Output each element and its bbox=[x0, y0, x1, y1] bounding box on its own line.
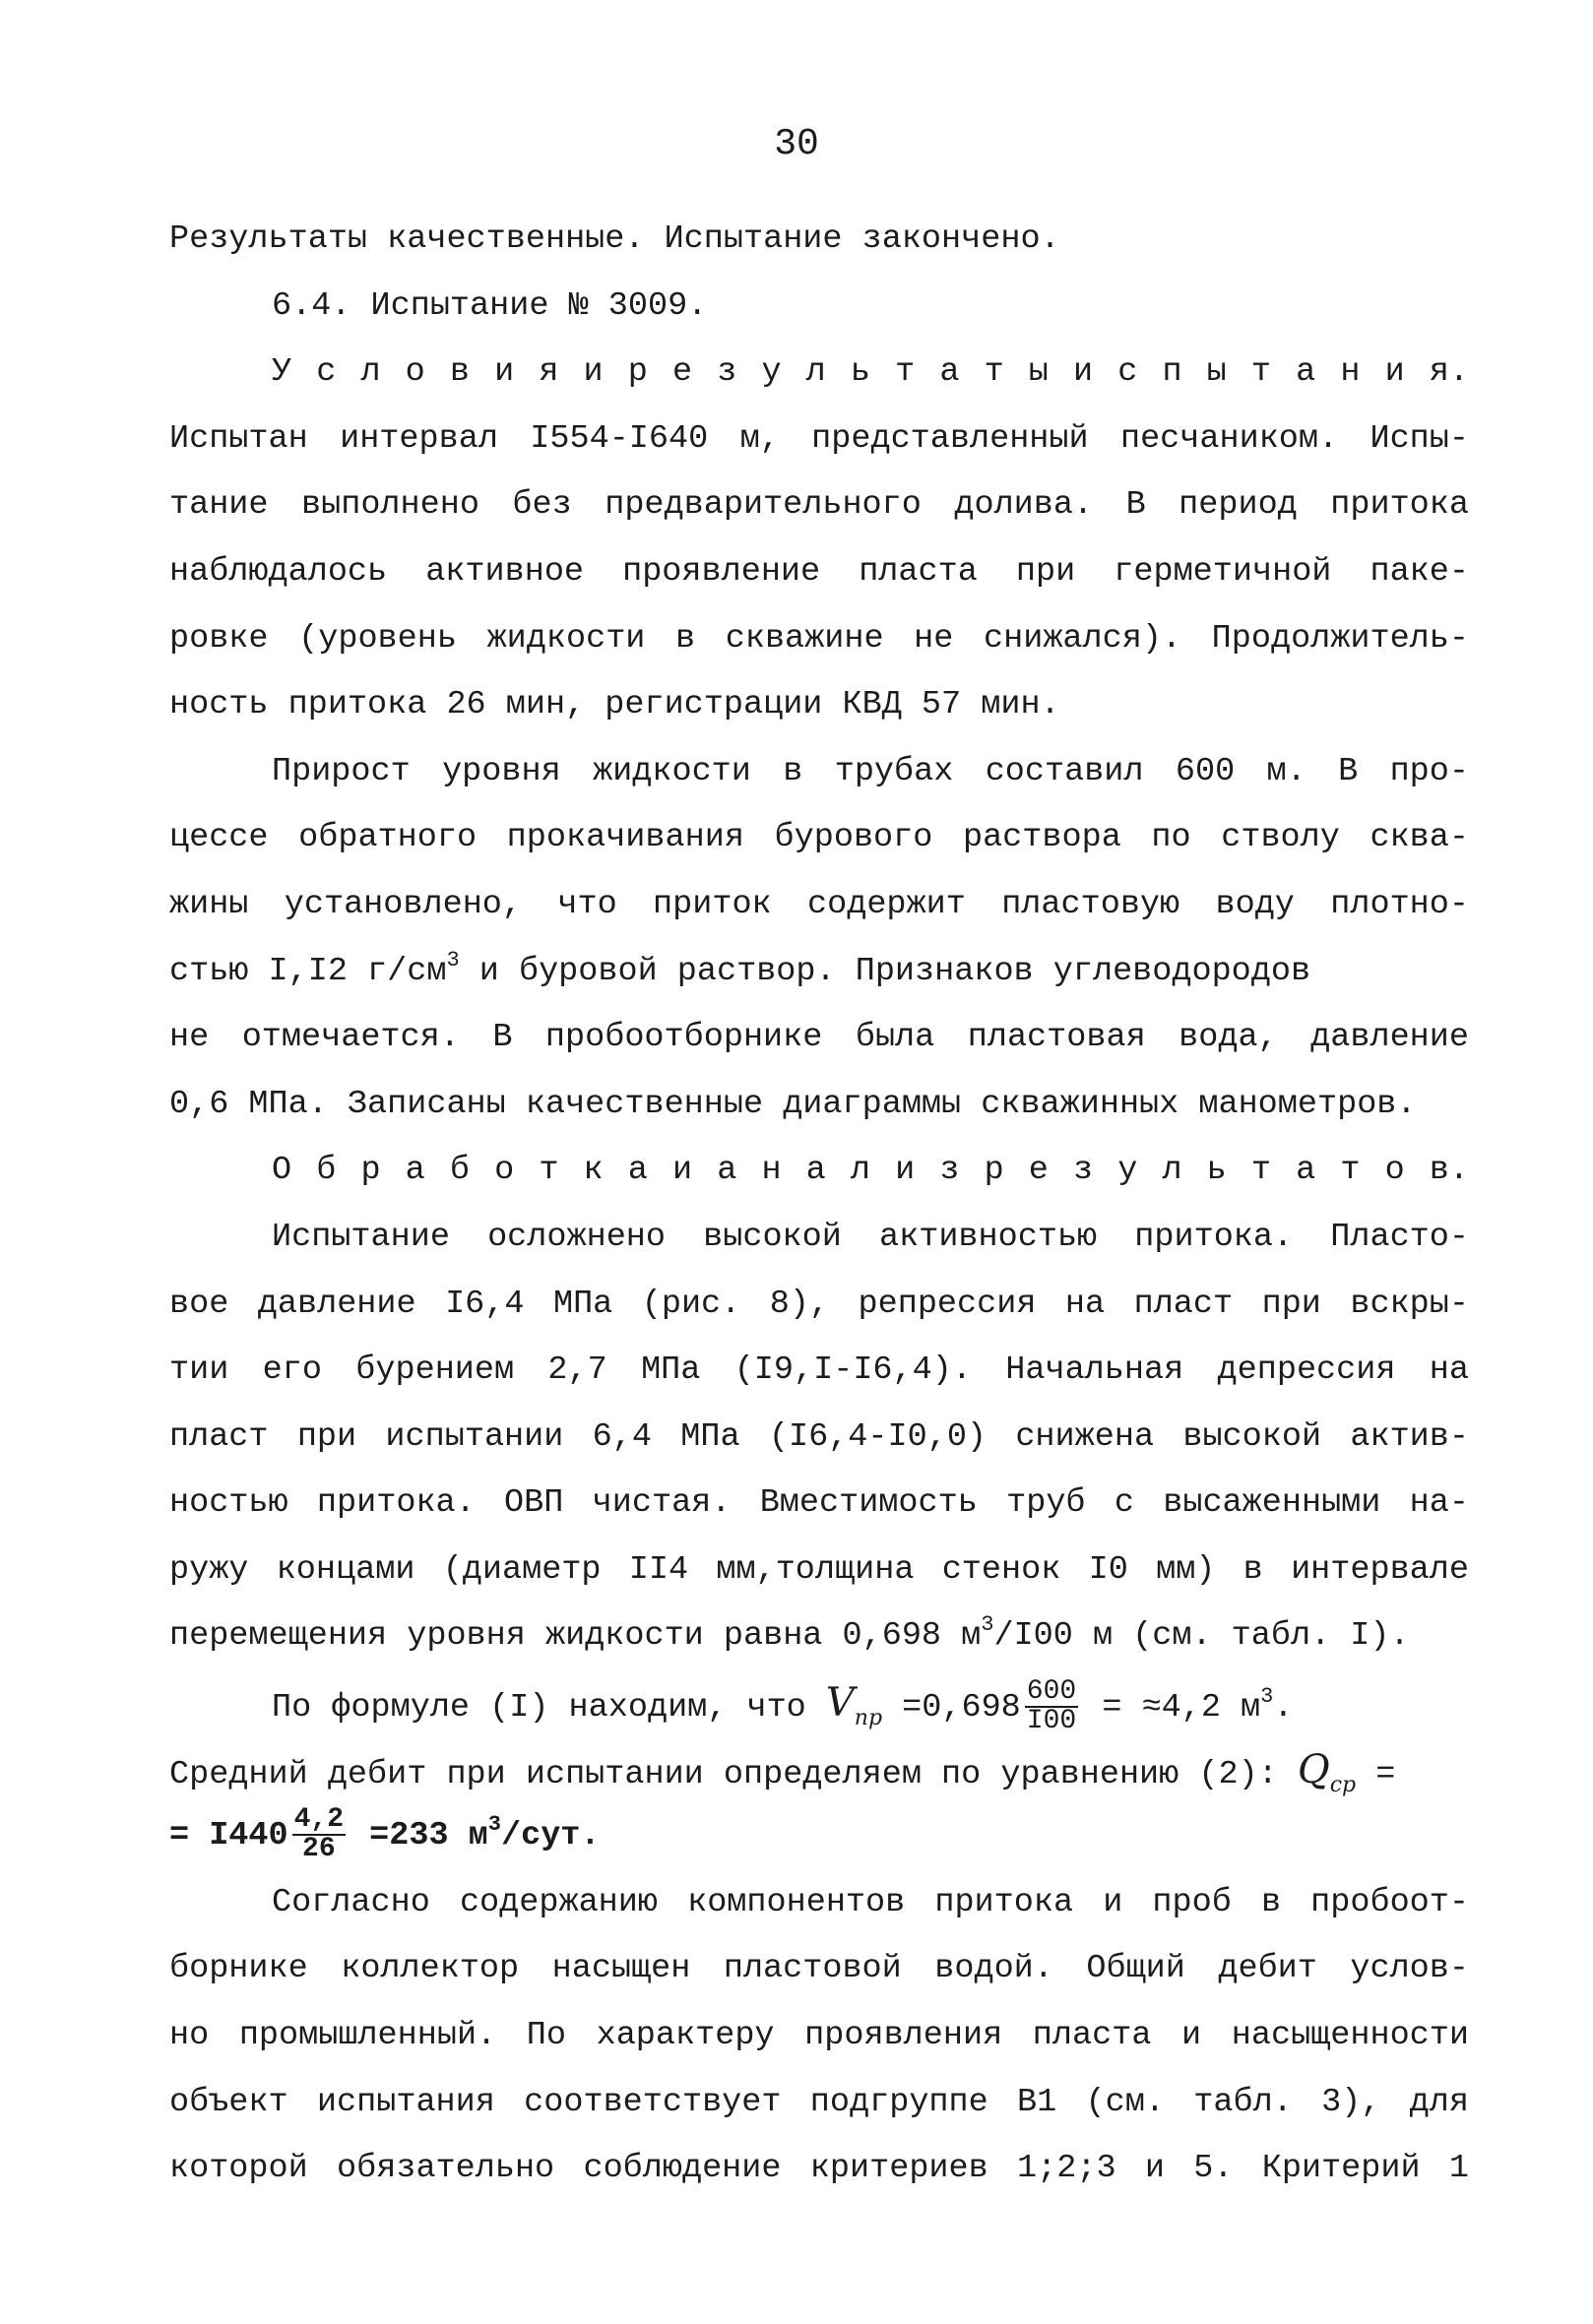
text-line: пласт при испытании 6,4 МПа (I6,4-I0,0) снижена высокой актив- bbox=[169, 1417, 1469, 1456]
formula-debit bbox=[169, 1803, 1469, 1870]
formula3-result: =233 м bbox=[350, 1817, 488, 1855]
text-line: ровке (уровень жидкости в скважине не снижался). Продолжитель- bbox=[169, 619, 1469, 658]
formula-debit-intro bbox=[169, 1737, 1469, 1804]
formula2-symbol bbox=[1297, 1746, 1357, 1797]
text-line: ностью притока. ОВП чистая. Вместимость труб с высаженными на- bbox=[169, 1484, 1469, 1523]
text-line: цессе обратного прокачивания бурового раствора по стволу сква- bbox=[169, 819, 1469, 857]
formula1-eq: =0,698 bbox=[882, 1689, 1021, 1727]
formula3-denominator: 26 bbox=[302, 1834, 336, 1865]
text-line: ружу концами (диаметр II4 мм,толщина стенок I0 мм) в интервале bbox=[169, 1550, 1469, 1589]
formula1-prefix: По формуле (I) находим, что bbox=[272, 1689, 826, 1727]
text-line: не отмечается. В пробоотборнике была пластовая вода, давление bbox=[169, 1019, 1469, 1057]
formula1-result: = ≈4,2 м bbox=[1082, 1689, 1261, 1727]
formula3-prefix: = I440 bbox=[169, 1817, 288, 1855]
text-line-volume bbox=[169, 1603, 1469, 1670]
page-number: 30 bbox=[774, 123, 819, 165]
text-line: тание выполнено без предварительного долива. В период притока bbox=[169, 486, 1469, 525]
density-before: стью I,I2 г/см bbox=[169, 952, 447, 990]
density-sup: 3 bbox=[446, 947, 460, 973]
text-line: тии его бурением 2,7 МПа (I9,I-I6,4). Начальная депрессия на bbox=[169, 1351, 1469, 1390]
formula3-fraction bbox=[292, 1806, 346, 1863]
text-line: Результаты качественные. Испытание закончено. bbox=[169, 220, 1060, 258]
text-line-density bbox=[169, 939, 1469, 1006]
subsection-heading-analysis: О б р а б о т к а и а н а л и з р е з у л ь т а т о в. bbox=[272, 1152, 1469, 1190]
volume-before: перемещения уровня жидкости равна 0,698 м bbox=[169, 1617, 982, 1656]
formula3-tail: /сут. bbox=[500, 1817, 601, 1855]
text-line: Испытание осложнено высокой активностью притока. Пласто- bbox=[272, 1218, 1469, 1256]
text-line: объект испытания соответствует подгруппе В1 (см. табл. 3), для bbox=[169, 2083, 1469, 2121]
text-line: Согласно содержанию компонентов притока и проб в пробоот- bbox=[272, 1883, 1469, 1921]
text-line: Испытан интервал I554-I640 м, представленный песчаником. Испы- bbox=[169, 419, 1469, 458]
text-line: ность притока 26 мин, регистрации КВД 57 мин. bbox=[169, 686, 1060, 724]
formula3-numerator: 4,2 bbox=[293, 1804, 345, 1836]
text-line: но промышленный. По характеру проявления пласта и насыщенности bbox=[169, 2017, 1469, 2055]
formula1-symbol bbox=[825, 1680, 883, 1731]
body-text bbox=[169, 207, 1469, 2203]
volume-sup: 3 bbox=[981, 1612, 994, 1638]
subsection-heading-conditions: У с л о в и я и р е з у л ь т а т ы и с п ы т а н и я. bbox=[272, 353, 1469, 392]
formula-volume bbox=[169, 1670, 1469, 1737]
formula2-tail: = bbox=[1356, 1755, 1396, 1793]
section-heading: 6.4. Испытание № 3009. bbox=[272, 286, 708, 325]
text-line: борнике коллектор насыщен пластовой водой. Общий дебит услов- bbox=[169, 1950, 1469, 1988]
text-line: вое давление I6,4 МПа (рис. 8), репрессия на пласт при вскры- bbox=[169, 1285, 1469, 1323]
formula1-numerator: 600 bbox=[1026, 1676, 1077, 1708]
text-line: Прирост уровня жидкости в трубах составил 600 м. В про- bbox=[272, 752, 1469, 790]
text-line: 0,6 МПа. Записаны качественные диаграммы скважинных манометров. bbox=[169, 1085, 1417, 1123]
formula1-sup: 3 bbox=[1260, 1684, 1274, 1710]
formula2-text: Средний дебит при испытании определяем по уравнению (2): bbox=[169, 1755, 1298, 1793]
formula2-subscript: ср bbox=[1329, 1772, 1357, 1797]
formula1-denominator: I00 bbox=[1026, 1706, 1077, 1737]
formula3-sup: 3 bbox=[487, 1812, 501, 1838]
density-after: и буровой раствор. Признаков углеводородов bbox=[459, 952, 1311, 990]
formula1-symbol-letter: V bbox=[825, 1680, 855, 1727]
formula2-symbol-letter: Q bbox=[1297, 1746, 1330, 1792]
formula1-subscript: пр bbox=[854, 1706, 883, 1731]
text-line: которой обязательно соблюдение критериев 1;2;3 и 5. Критерий 1 bbox=[169, 2150, 1469, 2188]
formula1-fraction bbox=[1025, 1678, 1078, 1735]
volume-after: /I00 м (см. табл. I). bbox=[993, 1617, 1410, 1656]
formula1-tail: . bbox=[1273, 1689, 1294, 1727]
text-line: наблюдалось активное проявление пласта при герметичной паке- bbox=[169, 552, 1469, 591]
text-line: жины установлено, что приток содержит пластовую воду плотно- bbox=[169, 885, 1469, 923]
